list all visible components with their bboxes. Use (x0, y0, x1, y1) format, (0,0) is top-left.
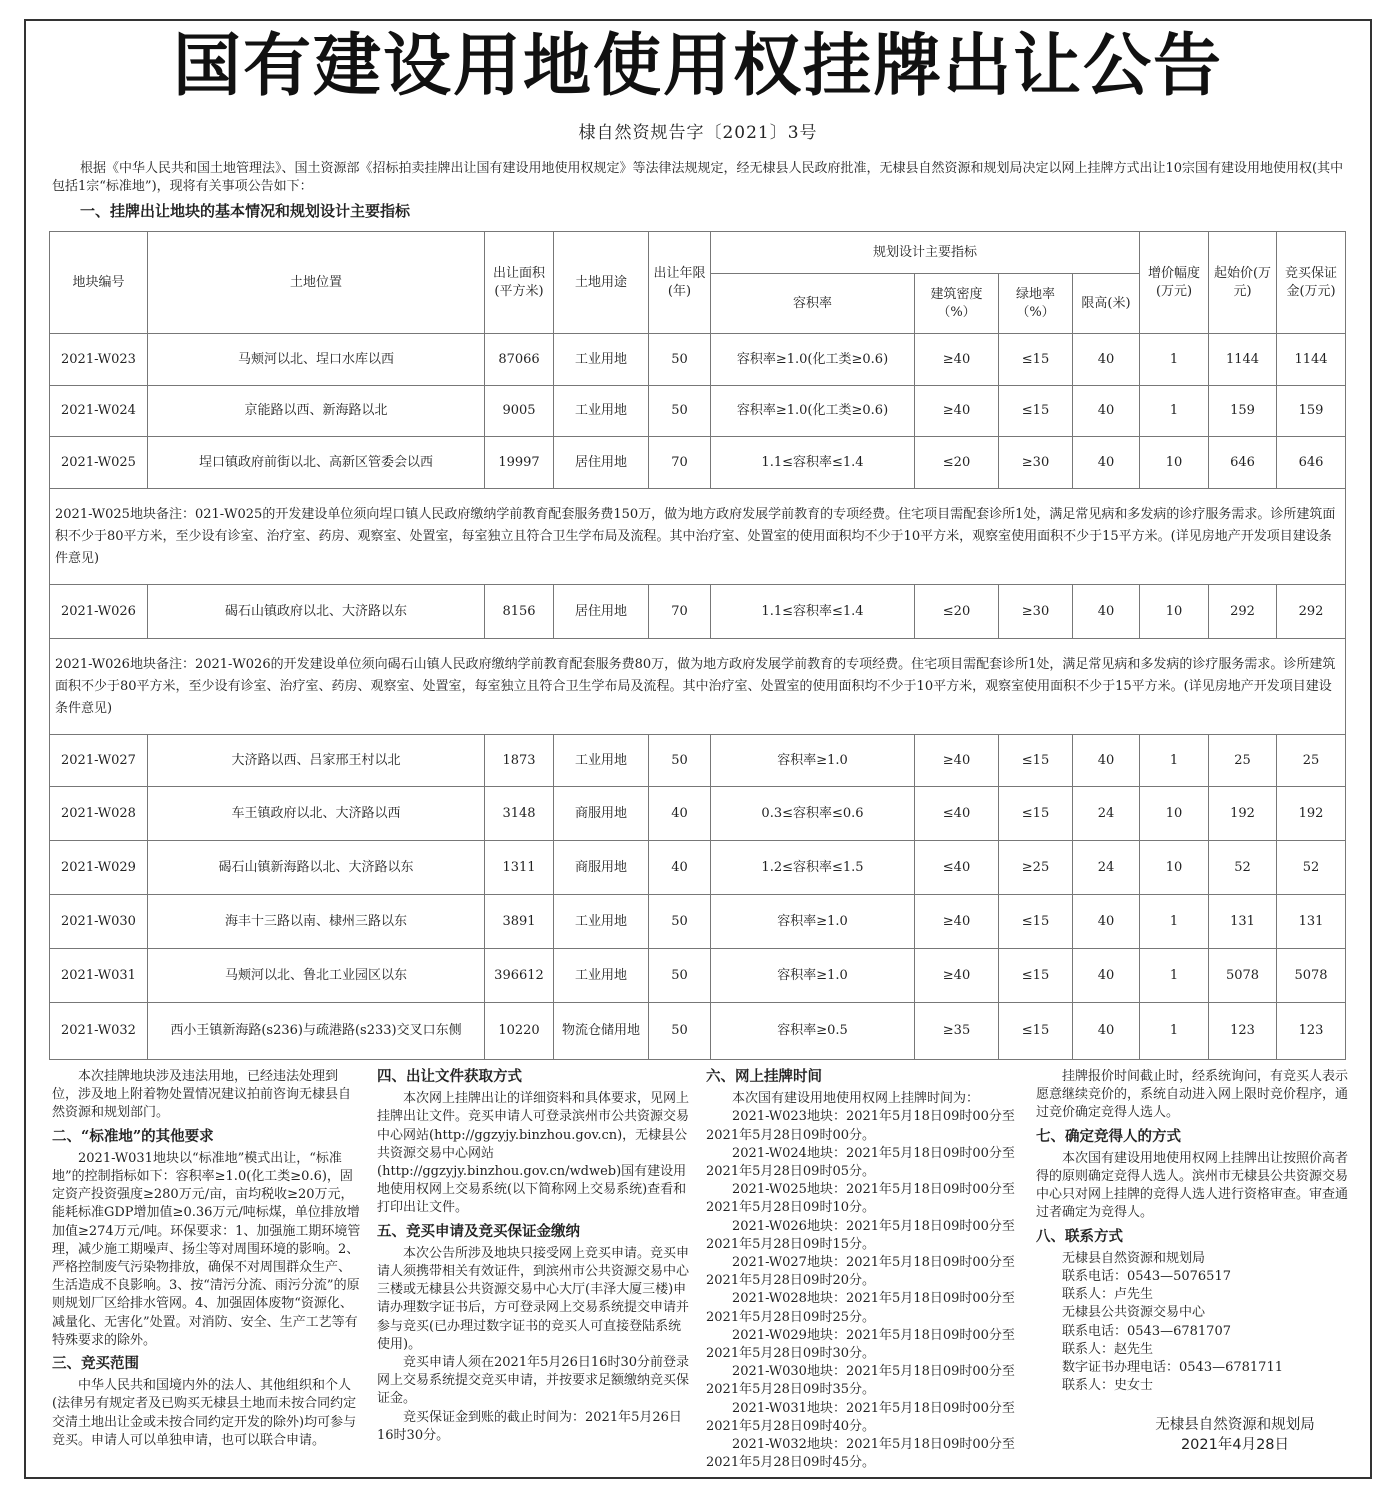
cell-area: 87066 (485, 334, 554, 386)
listing-time-item: 2021-W023地块：2021年5月18日09时00分至2021年5月28日09时00分。 (706, 1109, 1015, 1143)
cell-start: 5078 (1209, 949, 1277, 1003)
bidding-scope: 中华人民共和国境内外的法人、其他组织和个人(法律另有规定者及已购买无棣县土地而未按合同约定交清土地出让金或未按合同约定开发的除外)均可参与竞买。申请人可以单独申请，也可以联合申请。 (52, 1378, 357, 1448)
contact-line: 联系电话：0543—6781707 (1062, 1323, 1231, 1339)
application-paragraph: 本次公告所涉及地块只接受网上竞买申请。竞买申请人须携带相关有效证件，到滨州市公共资源交易中心三楼或无棣县公共资源交易中心大厅(丰泽大厦三楼)申请办理数字证书后，方可登录网上交易系统提交申请并参与竞买(已办理过数字证书的竞买人可直接登陆系统使用)。 (377, 1245, 690, 1352)
cell-increment: 10 (1140, 787, 1209, 841)
header-use: 土地用途 (554, 232, 649, 334)
header-planning: 规划设计主要指标 (711, 232, 1140, 274)
cell-start: 1144 (1209, 334, 1277, 386)
cell-density: ≥40 (915, 895, 999, 949)
cell-far: 容积率≥1.0(化工类≥0.6) (711, 334, 915, 386)
cell-deposit: 159 (1277, 386, 1346, 437)
header-increment: 增价幅度(万元) (1140, 232, 1209, 334)
cell-far: 容积率≥0.5 (711, 1003, 915, 1060)
cell-increment: 1 (1140, 386, 1209, 437)
cell-increment: 10 (1140, 437, 1209, 489)
document-access: 本次网上挂牌出让的详细资料和具体要求，见网上挂牌出让文件。竞买申请人可登录滨州市公共资源交易中心网站(http://ggzyjy.binzhou.gov.cn)，无棣县公共资源交易中心网站(http://ggzyjy.binzhou.gov.cn/wdweb)国有建设用地使用权网上交易系统(以下简称网上交易系统)查看和打印出让文件。 (377, 1091, 690, 1216)
table-row (50, 585, 1346, 639)
table-row (50, 841, 1346, 895)
cell-location: 京能路以西、新海路以北 (148, 386, 485, 437)
cell-code: 2021-W030 (50, 895, 148, 949)
cell-green: ≥30 (999, 437, 1073, 489)
application-deadline: 竞买申请人须在2021年5月26日16时30分前登录网上交易系统提交竞买申请，并按要求足额缴纳竞买保证金。 (377, 1355, 690, 1407)
header-deposit: 竞买保证金(万元) (1277, 232, 1346, 334)
cell-green: ≥30 (999, 585, 1073, 639)
cell-deposit: 123 (1277, 1003, 1346, 1060)
contact-line: 无棣县公共资源交易中心 (1062, 1305, 1206, 1321)
deposit-deadline: 竞买保证金到账的截止时间为：2021年5月26日16时30分。 (377, 1409, 682, 1443)
header-location: 土地位置 (148, 232, 485, 334)
cell-years: 50 (649, 895, 711, 949)
section-heading-3: 三、竞买范围 (52, 1355, 139, 1373)
cell-use: 物流仓储用地 (554, 1003, 649, 1060)
cell-increment: 1 (1140, 895, 1209, 949)
cell-far: 容积率≥1.0 (711, 949, 915, 1003)
signature-block (1120, 1415, 1350, 1455)
cell-area: 1311 (485, 841, 554, 895)
contact-line: 联系人：卢先生 (1062, 1287, 1154, 1303)
cell-height: 40 (1073, 386, 1140, 437)
header-density: 建筑密度（%） (915, 274, 999, 334)
cell-location: 车王镇政府以北、大济路以西 (148, 787, 485, 841)
cell-green: ≤15 (999, 334, 1073, 386)
cell-years: 50 (649, 386, 711, 437)
cell-deposit: 131 (1277, 895, 1346, 949)
cell-use: 工业用地 (554, 949, 649, 1003)
issuer-name: 无棣县自然资源和规划局 (1155, 1417, 1315, 1433)
table-row (50, 437, 1346, 489)
cell-green: ≤15 (999, 895, 1073, 949)
cell-area: 3148 (485, 787, 554, 841)
table-row (50, 735, 1346, 787)
cell-far: 0.3≤容积率≤0.6 (711, 787, 915, 841)
listing-time-item: 2021-W027地块：2021年5月18日09时00分至2021年5月28日09时20分。 (706, 1255, 1015, 1289)
cell-area: 10220 (485, 1003, 554, 1060)
cell-height: 40 (1073, 437, 1140, 489)
header-area: 出让面积(平方米) (485, 232, 554, 334)
cell-start: 192 (1209, 787, 1277, 841)
cell-area: 396612 (485, 949, 554, 1003)
cell-start: 292 (1209, 585, 1277, 639)
cell-years: 40 (649, 787, 711, 841)
cell-density: ≥40 (915, 949, 999, 1003)
cell-height: 24 (1073, 841, 1140, 895)
cell-start: 25 (1209, 735, 1277, 787)
cell-years: 40 (649, 841, 711, 895)
cell-increment: 1 (1140, 949, 1209, 1003)
cell-location: 海丰十三路以南、棣州三路以东 (148, 895, 485, 949)
cell-use: 居住用地 (554, 437, 649, 489)
cell-deposit: 25 (1277, 735, 1346, 787)
remark-row (50, 489, 1346, 585)
cell-area: 1873 (485, 735, 554, 787)
header-far: 容积率 (711, 274, 915, 334)
cell-height: 24 (1073, 787, 1140, 841)
cell-green: ≤15 (999, 787, 1073, 841)
header-years: 出让年限(年) (649, 232, 711, 334)
cell-years: 70 (649, 437, 711, 489)
cell-far: 容积率≥1.0 (711, 735, 915, 787)
cell-far: 容积率≥1.0(化工类≥0.6) (711, 386, 915, 437)
cell-area: 9005 (485, 386, 554, 437)
cell-density: ≤20 (915, 437, 999, 489)
cell-location: 埕口镇政府前街以北、高新区管委会以西 (148, 437, 485, 489)
section-heading-7: 七、确定竞得人的方式 (1036, 1127, 1181, 1145)
cell-code: 2021-W027 (50, 735, 148, 787)
cell-increment: 1 (1140, 1003, 1209, 1060)
cell-location: 马颊河以北、鲁北工业园区以东 (148, 949, 485, 1003)
cell-years: 50 (649, 735, 711, 787)
contact-line: 联系电话：0543—5076517 (1062, 1269, 1231, 1285)
listing-time-item: 2021-W029地块：2021年5月18日09时00分至2021年5月28日09时30分。 (706, 1327, 1015, 1362)
winner-determination: 本次国有建设用地使用权网上挂牌出让按照价高者得的原则确定竞得人选人。滨州市无棣县公共资源交易中心只对网上挂牌的竞得人选人进行资格审查。审查通过者确定为竞得人。 (1036, 1150, 1349, 1221)
cell-green: ≤15 (999, 386, 1073, 437)
cell-code: 2021-W025 (50, 437, 148, 489)
cell-deposit: 646 (1277, 437, 1346, 489)
cell-start: 159 (1209, 386, 1277, 437)
cell-location: 碣石山镇新海路以北、大济路以东 (148, 841, 485, 895)
remark-row (50, 639, 1346, 735)
parcel-table (49, 231, 1346, 1060)
cell-far: 1.2≤容积率≤1.5 (711, 841, 915, 895)
cell-use: 商服用地 (554, 841, 649, 895)
table-row (50, 895, 1346, 949)
table-row (50, 787, 1346, 841)
cell-deposit: 192 (1277, 787, 1346, 841)
cell-location: 碣石山镇政府以北、大济路以东 (148, 585, 485, 639)
cell-height: 40 (1073, 1003, 1140, 1060)
listing-time-intro: 本次国有建设用地使用权网上挂牌时间为： (732, 1091, 980, 1107)
cell-start: 52 (1209, 841, 1277, 895)
cell-green: ≤15 (999, 1003, 1073, 1060)
cell-start: 131 (1209, 895, 1277, 949)
column-4 (1036, 1068, 1348, 1395)
cell-increment: 1 (1140, 735, 1209, 787)
price-deadline-paragraph: 挂牌报价时间截止时，经系统询问，有竞买人表示愿意继续竞价的，系统自动进入网上限时竞价程序，通过竞价确定竞得人选人。 (1036, 1069, 1349, 1121)
cell-years: 50 (649, 1003, 711, 1060)
listing-time-item: 2021-W031地块：2021年5月18日09时00分至2021年5月28日09时40分。 (706, 1400, 1015, 1434)
listing-time-item: 2021-W026地块：2021年5月18日09时00分至2021年5月28日09时15分。 (706, 1218, 1015, 1252)
cell-code: 2021-W023 (50, 334, 148, 386)
cell-use: 商服用地 (554, 787, 649, 841)
cell-density: ≤40 (915, 787, 999, 841)
cell-location: 马颊河以北、埕口水库以西 (148, 334, 485, 386)
cell-height: 40 (1073, 334, 1140, 386)
cell-years: 50 (649, 949, 711, 1003)
cell-increment: 10 (1140, 585, 1209, 639)
listing-time-item: 2021-W032地块：2021年5月18日09时00分至2021年5月28日09时45分。 (706, 1437, 1015, 1471)
cell-code: 2021-W031 (50, 949, 148, 1003)
header-green: 绿地率（%） (999, 274, 1073, 334)
header-code: 地块编号 (50, 232, 148, 334)
cell-location: 西小王镇新海路(s236)与疏港路(s233)交叉口东侧 (148, 1003, 485, 1060)
violation-note: 本次挂牌地块涉及违法用地，已经违法处理到位，涉及地上附着物处置情况建议拍前咨询无棣县自然资源和规划部门。 (52, 1069, 352, 1121)
contact-line: 联系人：史女士 (1062, 1378, 1154, 1394)
cell-location: 大济路以西、吕家邢王村以北 (148, 735, 485, 787)
cell-far: 1.1≤容积率≤1.4 (711, 437, 915, 489)
cell-area: 3891 (485, 895, 554, 949)
cell-code: 2021-W028 (50, 787, 148, 841)
parcel-remark: 2021-W025地块备注：021-W025的开发建设单位须向埕口镇人民政府缴纳学前教育配套服务费150万，做为地方政府发展学前教育的专项经费。住宅项目需配套诊所1处，满足常见病和多发病的诊疗服务需求。诊所建筑面积不少于80平方米，至少设有诊室、治疗室、药房、观察室、处置室，每室独立且符合卫生学布局及流程。其中治疗室、处置室的使用面积均不少于10平方米，观察室使用面积不少于15平方米。(详见房地产开发项目建设条件意见) (50, 489, 1346, 585)
header-start-price: 起始价(万元) (1209, 232, 1277, 334)
cell-code: 2021-W032 (50, 1003, 148, 1060)
cell-code: 2021-W029 (50, 841, 148, 895)
section-heading-8: 八、联系方式 (1036, 1227, 1123, 1245)
document-number: 棣自然资规告字〔2021〕3号 (578, 123, 818, 143)
cell-start: 123 (1209, 1003, 1277, 1060)
cell-height: 40 (1073, 949, 1140, 1003)
cell-deposit: 1144 (1277, 334, 1346, 386)
table-row (50, 386, 1346, 437)
cell-code: 2021-W024 (50, 386, 148, 437)
contact-line: 联系人：赵先生 (1062, 1341, 1154, 1357)
cell-area: 8156 (485, 585, 554, 639)
section-heading-2: 二、“标准地”的其他要求 (52, 1127, 214, 1145)
table-row (50, 949, 1346, 1003)
table-row (50, 334, 1346, 386)
issue-date: 2021年4月28日 (1180, 1437, 1290, 1453)
column-1 (52, 1068, 362, 1450)
standard-land-requirements: 2021-W031地块以“标准地”模式出让，“标准地”的控制指标如下：容积率≥1.0(化工类≥0.6)，固定资产投资强度≥280万元/亩，亩均税收≥20万元，能耗标准GDP增加值≥0.36万元/吨标煤，单位排放增加值≥274万元/吨。环保要求：1、加强施工期环境管理，减少施工期噪声、扬尘等对周围环境的影响。2、严格控制废气污染物排放，确保不对周围群众生产、生活造成不良影响。3、按“清污分流、雨污分流”的原则规划厂区给排水管网。4、加强固体废物“资源化、减量化、无害化”处置。对消防、安全、生产工艺等有特殊要求的除外。 (52, 1150, 361, 1348)
cell-green: ≤15 (999, 735, 1073, 787)
cell-height: 40 (1073, 735, 1140, 787)
parcel-remark: 2021-W026地块备注：2021-W026的开发建设单位须向碣石山镇人民政府缴纳学前教育配套服务费80万，做为地方政府发展学前教育的专项经费。住宅项目需配套诊所1处，满足常见病和多发病的诊疗服务需求。诊所建筑面积不少于80平方米，至少设有诊室、治疗室、药房、观察室、处置室，每室独立且符合卫生学布局及流程。其中治疗室、处置室的使用面积均不少于10平方米，观察室使用面积不少于15平方米。(详见房地产开发项目建设条件意见) (50, 639, 1346, 735)
listing-time-item: 2021-W028地块：2021年5月18日09时00分至2021年5月28日09时25分。 (706, 1291, 1015, 1325)
cell-green: ≥25 (999, 841, 1073, 895)
cell-far: 1.1≤容积率≤1.4 (711, 585, 915, 639)
cell-area: 19997 (485, 437, 554, 489)
intro-paragraph: 根据《中华人民共和国土地管理法》、国土资源部《招标拍卖挂牌出让国有建设用地使用权规定》等法律法规规定，经无棣县人民政府批准，无棣县自然资源和规划局决定以网上挂牌方式出让10宗国有建设用地使用权(其中包括1宗“标准地”)，现将有关事项公告如下： (52, 161, 1344, 194)
cell-far: 容积率≥1.0 (711, 895, 915, 949)
cell-start: 646 (1209, 437, 1277, 489)
cell-deposit: 292 (1277, 585, 1346, 639)
cell-code: 2021-W026 (50, 585, 148, 639)
header-height: 限高(米) (1073, 274, 1140, 334)
cell-use: 工业用地 (554, 895, 649, 949)
cell-use: 居住用地 (554, 585, 649, 639)
page-title: 国有建设用地使用权挂牌出让公告 (172, 27, 1223, 106)
section-heading-5: 五、竞买申请及竞买保证金缴纳 (377, 1222, 580, 1240)
cell-increment: 1 (1140, 334, 1209, 386)
section-heading-4: 四、出让文件获取方式 (377, 1068, 522, 1085)
cell-density: ≥35 (915, 1003, 999, 1060)
cell-density: ≥40 (915, 386, 999, 437)
cell-increment: 10 (1140, 841, 1209, 895)
cell-density: ≤20 (915, 585, 999, 639)
cell-density: ≥40 (915, 735, 999, 787)
contact-line: 无棣县自然资源和规划局 (1062, 1250, 1206, 1266)
listing-time-item: 2021-W030地块：2021年5月18日09时00分至2021年5月28日09时35分。 (706, 1364, 1015, 1398)
listing-time-item: 2021-W024地块：2021年5月18日09时00分至2021年5月28日09时05分。 (706, 1145, 1015, 1180)
cell-green: ≤15 (999, 949, 1073, 1003)
cell-density: ≥40 (915, 334, 999, 386)
listing-time-item: 2021-W025地块：2021年5月18日09时00分至2021年5月28日09时10分。 (706, 1182, 1015, 1216)
section-heading-6: 六、网上挂牌时间 (706, 1068, 822, 1085)
column-3 (706, 1068, 1018, 1472)
cell-use: 工业用地 (554, 334, 649, 386)
cell-height: 40 (1073, 585, 1140, 639)
cell-years: 50 (649, 334, 711, 386)
cell-density: ≤40 (915, 841, 999, 895)
table-row (50, 1003, 1346, 1060)
cell-deposit: 5078 (1277, 949, 1346, 1003)
contact-line: 数字证书办理电话：0543—6781711 (1062, 1360, 1283, 1376)
cell-years: 70 (649, 585, 711, 639)
column-2 (377, 1068, 689, 1445)
cell-height: 40 (1073, 895, 1140, 949)
cell-deposit: 52 (1277, 841, 1346, 895)
section-heading-1: 一、挂牌出让地块的基本情况和规划设计主要指标 (80, 202, 411, 220)
cell-use: 工业用地 (554, 386, 649, 437)
cell-use: 工业用地 (554, 735, 649, 787)
